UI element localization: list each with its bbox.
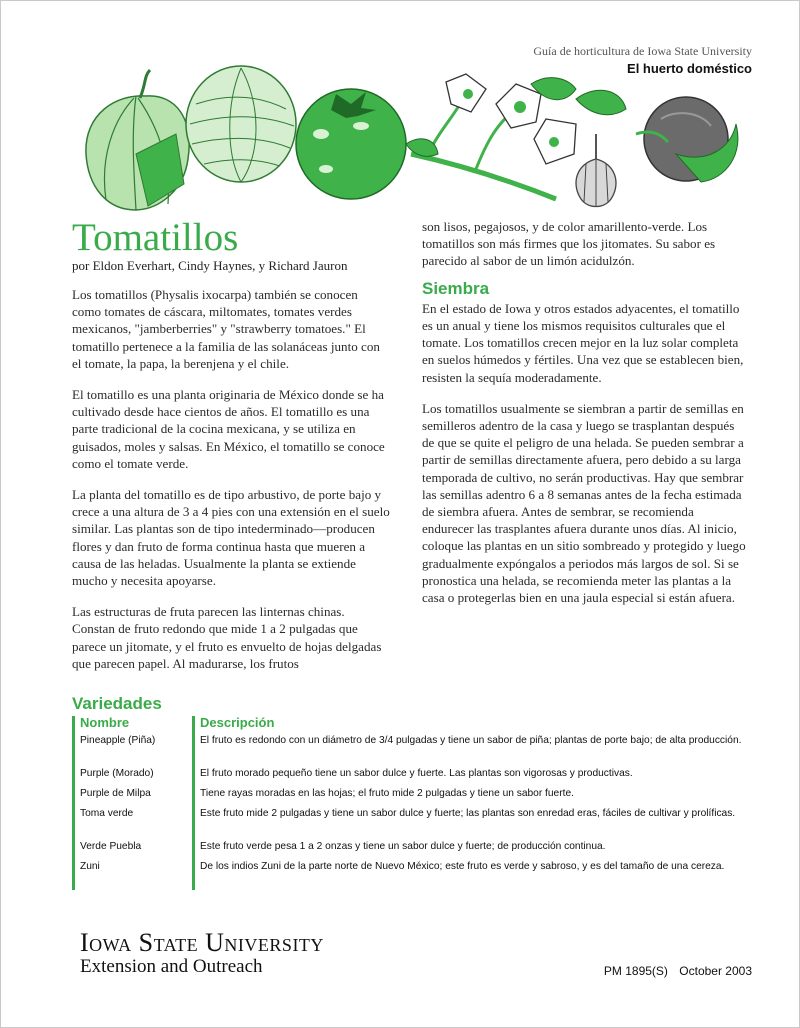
variety-name: Zuni: [80, 861, 100, 872]
section-heading-siembra: Siembra: [422, 278, 490, 298]
variety-description: Tiene rayas moradas en las hojas; el fruto mide 2 pulgadas y tiene un sabor fuerte.: [200, 788, 574, 799]
lantern-husk-icon: [576, 134, 616, 207]
intro-paragraph: La planta del tomatillo es de tipo arbustivo, de porte bajo y crece a una altura de 3 a 4 pies con una extensión en el suelo similar. Las plantas son de tipo intederminado—producen flores y dan fruto de forma continua hasta que mueren a causa de las heladas. Usualmente la planta se extiende mucho y necesita apoyarse.: [72, 487, 390, 589]
section-heading-variedades: Variedades: [72, 694, 162, 713]
variety-name: Verde Puebla: [80, 841, 142, 852]
variety-description: De los indios Zuni de la parte norte de Nuevo México; este fruto es verde y sabroso, y es del tamaño de una cereza.: [200, 861, 725, 872]
siembra-paragraph: Los tomatillos usualmente se siembran a partir de semillas en semilleros adentro de la casa y luego se trasplantan después de que se quite el peligro de una helada. Se pueden sembrar a partir de semillas directamente afuera, pero debido a su larga temporada de cultivo, no serán productivas. Hay que sembrar las semillas adentro 6 a 8 semanas antes de la fecha estimada de siembra afuera. Antes de sembrar, se recomienda endurecer las trasplantes afuera durante unos días. Al inicio, coloque las plantas en un sitio sombreado y protegido y luego gradualmente expóngalos a periodos más largos de sol. Si se pronostica una helada, se recomienda meter las plantas a la casa o protegerlas bien en una jaula especial si están afuera.: [422, 400, 746, 606]
university-logo: [80, 928, 324, 958]
intro-paragraph: Las estructuras de fruta parecen las linternas chinas. Constan de fruto redondo que mide 1 a 2 pulgadas que parece un jitomate, y el fruto es envuelto de hojas delgadas que parecen papel. Al madurarse, los frutos: [72, 604, 382, 671]
series-title: Guía de horticultura de Iowa State University: [533, 44, 752, 58]
university-name: Iowa State University: [80, 928, 324, 957]
intro-column: [72, 286, 390, 686]
right-column: [422, 218, 746, 620]
vegetable-illustration: [76, 64, 746, 214]
series-subtitle: El huerto doméstico: [627, 61, 752, 76]
intro-paragraph: Los tomatillos (Physalis ixocarpa) también se conocen como tomates de cáscara, miltomates, tomates verdes mexicanos, "jamberberries" y "strawberry tomatoes." El tomatillo pertenece a la familia de las solanáceas junto con el tomate, la papa, la berenjena y el chile.: [72, 287, 380, 371]
unit-name: Extension and Outreach: [80, 956, 263, 977]
ripe-tomatillo-icon: [636, 97, 738, 182]
column-header-name: Nombre: [80, 715, 130, 730]
variety-name: Purple (Morado): [80, 768, 154, 779]
green-tomatillo-icon: [296, 89, 406, 199]
variety-name: Pineapple (Piña): [80, 735, 156, 746]
page-title: Tomatillos: [72, 216, 239, 259]
intro-paragraph: El tomatillo es una planta originaria de México donde se ha cultivado desde hace cientos de años. El tomatillo es una parte tradicional de la cocina mexicana, y se utiliza en guisados, moles y salsas. En México, el tomatillo se conoce como el tomate verde.: [72, 387, 385, 471]
variety-name: Purple de Milpa: [80, 788, 151, 799]
variety-description: Este fruto mide 2 pulgadas y tiene un sabor dulce y fuerte; las plantas son enredad eras, fáciles de cultivar y prolíficas.: [200, 808, 736, 819]
continuation-paragraph: son lisos, pegajosos, y de color amarillento-verde. Los tomatillos son más firmes que los jitomates. Su sabor es parecido al sabor de un limón acidulzón.: [422, 219, 716, 269]
tomatillo-striped-icon: [186, 66, 296, 182]
variety-description: Este fruto verde pesa 1 a 2 onzas y tiene un sabor dulce y fuerte; de producción continua.: [200, 841, 606, 852]
authors: por Eldon Everhart, Cindy Haynes, y Richard Jauron: [72, 258, 348, 273]
divider: [72, 716, 75, 890]
variety-name: Toma verde: [80, 808, 134, 819]
publication-date: October 2003: [679, 964, 752, 978]
variety-description: El fruto es redondo con un diámetro de 3/4 pulgadas y tiene un sabor de piña; plantas de porte bajo; de alta producción.: [200, 735, 742, 746]
siembra-paragraph: En el estado de Iowa y otros estados adyacentes, el tomatillo es un anual y tiene los mismos requisitos culturales que el tomate. Los tomatillos crecen mejor en la luz solar completa en suelos húmedos y fértiles. Una vez que se establecen bien, resisten la sequía moderadamente.: [422, 300, 744, 385]
publication-info: [604, 964, 752, 978]
divider: [192, 716, 195, 890]
publication-number: PM 1895(S): [603, 964, 668, 978]
column-header-description: Descripción: [200, 715, 275, 730]
variety-description: El fruto morado pequeño tiene un sabor dulce y fuerte. Las plantas son vigorosas y productivas.: [200, 768, 633, 779]
tomatillo-husk-icon: [86, 70, 189, 210]
